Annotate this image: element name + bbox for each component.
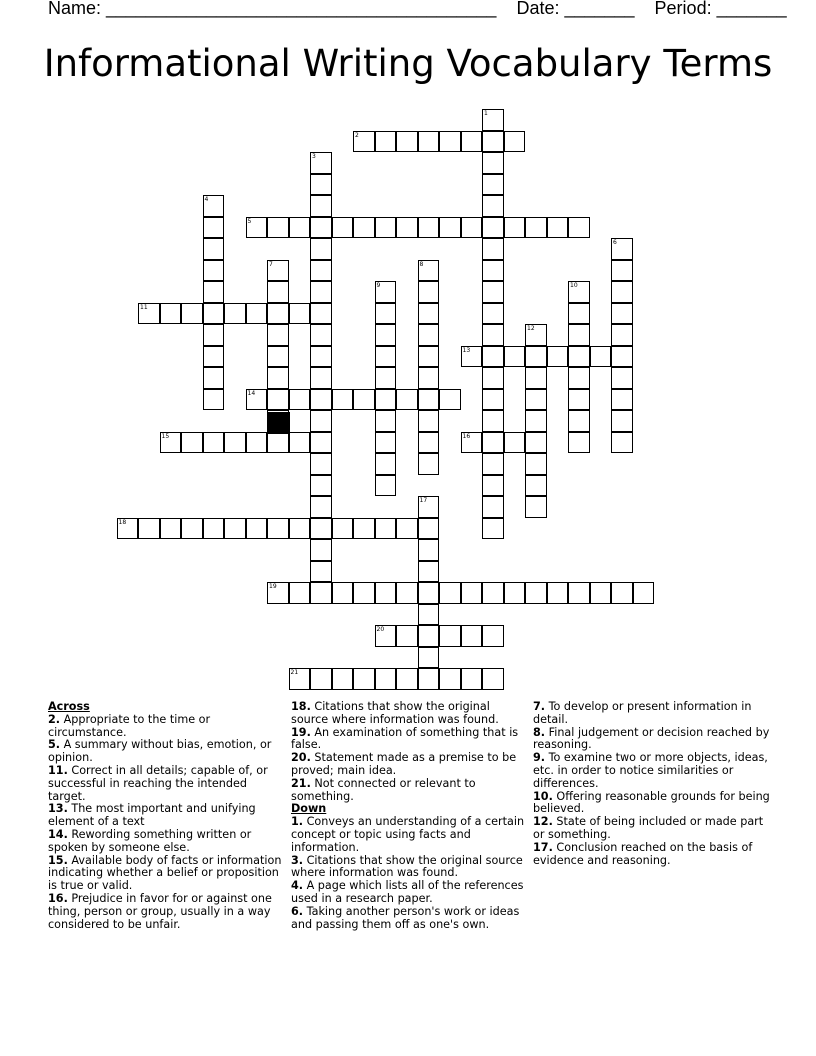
grid-cell[interactable] [310,195,332,217]
grid-cell[interactable] [439,582,461,604]
grid-cell[interactable] [504,432,526,454]
grid-cell[interactable] [203,518,225,540]
grid-cell[interactable] [482,496,504,518]
clue-text: Prejudice in favor for or against one thing, person or group, usually in a way considered to be unfair. [48,891,272,931]
grid-cell[interactable] [611,260,633,282]
grid-cell[interactable] [267,432,289,454]
grid-cell[interactable] [611,582,633,604]
grid-cell[interactable] [418,604,440,626]
clue-number: 13. [48,802,68,816]
grid-cell[interactable] [353,131,375,153]
clue-number: 12 [527,325,535,332]
grid-cell[interactable] [310,453,332,475]
grid-cell[interactable] [611,410,633,432]
grid-cell[interactable] [203,260,225,282]
grid-cell[interactable] [267,260,289,282]
grid-cell[interactable] [611,324,633,346]
grid-cell[interactable] [482,625,504,647]
grid-cell[interactable] [482,174,504,196]
grid-cell[interactable] [525,453,547,475]
grid-cell[interactable] [396,131,418,153]
clue-number: 14 [247,389,256,397]
grid-cell[interactable] [611,367,633,389]
grid-cell[interactable] [461,432,483,454]
clue [48,714,284,740]
grid-cell[interactable] [332,217,354,239]
grid-cell[interactable] [353,582,375,604]
grid-cell[interactable] [439,389,461,411]
grid-cell[interactable] [461,625,483,647]
grid-cell[interactable] [310,152,332,174]
clue-number: 6. [291,904,304,918]
grid-cell[interactable] [611,303,633,325]
grid-cell[interactable] [418,217,440,239]
grid-cell[interactable] [375,518,397,540]
grid-cell[interactable] [332,518,354,540]
grid-cell[interactable] [461,668,483,690]
grid-cell[interactable] [310,539,332,561]
grid-cell[interactable] [611,238,633,260]
clue-number: 12. [533,815,553,829]
grid-cell[interactable] [310,410,332,432]
clue [533,701,773,727]
grid-cell[interactable] [289,582,311,604]
clue-number: 18 [118,518,127,526]
grid-cell[interactable] [611,432,633,454]
grid-cell[interactable] [310,238,332,260]
clue-text: Conveys an understanding of a certain concept or topic using facts and information. [291,815,525,854]
grid-cell[interactable] [482,582,504,604]
grid-cell[interactable] [246,303,268,325]
grid-cell[interactable] [568,324,590,346]
clue-text: A summary without bias, emotion, or opinion. [48,738,272,765]
grid-cell[interactable] [461,217,483,239]
grid-cell[interactable] [310,260,332,282]
grid-cell[interactable] [310,475,332,497]
clue-number: 2. [48,712,61,726]
grid-cell[interactable] [482,453,504,475]
grid-cell[interactable] [568,217,590,239]
grid-cell[interactable] [418,453,440,475]
grid-cell[interactable] [547,346,569,368]
grid-cell[interactable] [611,346,633,368]
grid-cell[interactable] [482,238,504,260]
grid-cell[interactable] [461,346,483,368]
grid-cell[interactable] [375,346,397,368]
grid-cell[interactable] [246,432,268,454]
grid-cell[interactable] [289,668,311,690]
clue [291,778,527,804]
clue-text: Citations that show the original source where information was found. [291,700,499,726]
across-clue-list [48,714,284,932]
grid-cell[interactable] [267,518,289,540]
clue-number: 7. [533,700,546,713]
grid-cell[interactable] [310,281,332,303]
grid-cell[interactable] [181,303,203,325]
grid-cell[interactable] [590,346,612,368]
grid-cell[interactable] [310,174,332,196]
clues-column-2 [291,701,527,931]
down-heading: Down [291,802,327,816]
grid-cell[interactable] [396,217,418,239]
grid-cell[interactable] [568,281,590,303]
clue [48,765,284,803]
grid-cell[interactable] [375,367,397,389]
clue-number: 10. [533,789,553,803]
grid-cell[interactable] [525,582,547,604]
grid-cell[interactable] [310,432,332,454]
grid-cell[interactable] [181,432,203,454]
grid-cell[interactable] [310,582,332,604]
clue-number: 21 [290,669,299,676]
grid-cell[interactable] [525,475,547,497]
clue-number: 8 [419,260,424,268]
grid-cell[interactable] [375,668,397,690]
grid-cell[interactable] [310,324,332,346]
across-clue-list-continued [291,701,527,803]
grid-cell[interactable] [267,346,289,368]
clue-text: Citations that show the original source where information was found. [291,853,523,880]
grid-cell[interactable] [482,324,504,346]
clue [533,816,773,842]
grid-cell[interactable] [633,582,655,604]
grid-cell[interactable] [310,346,332,368]
clue-text: Offering reasonable grounds for being believed. [533,789,770,816]
grid-cell[interactable] [418,346,440,368]
grid-cell[interactable] [224,303,246,325]
grid-cell[interactable] [482,367,504,389]
grid-cell[interactable] [181,518,203,540]
grid-cell[interactable] [310,303,332,325]
clue-text: Correct in all details; capable of, or successful in reaching the intended target. [48,763,268,803]
clue-number: 17 [419,497,428,504]
grid-cell[interactable] [418,625,440,647]
grid-cell[interactable] [482,518,504,540]
clues-column-3 [533,701,773,867]
grid-cell[interactable] [203,346,225,368]
grid-cell[interactable] [267,324,289,346]
clue [291,752,527,778]
clue-text: An examination of something that is false. [291,725,519,752]
grid-cell[interactable] [482,217,504,239]
grid-cell[interactable] [160,303,182,325]
grid-cell[interactable] [439,131,461,153]
clue [48,803,284,829]
grid-cell[interactable] [310,518,332,540]
clue-text: The most important and unifying element of a text [48,802,256,829]
grid-cell[interactable] [267,303,289,325]
grid-cell[interactable] [418,582,440,604]
grid-cell[interactable] [203,281,225,303]
grid-cell[interactable] [418,539,440,561]
grid-cell[interactable] [375,625,397,647]
grid-cell[interactable] [375,453,397,475]
grid-cell[interactable] [418,303,440,325]
grid-cell[interactable] [418,496,440,518]
grid-cell[interactable] [203,238,225,260]
grid-cell[interactable] [418,260,440,282]
clue-number: 17. [533,840,553,854]
clue-number: 1 [484,110,488,117]
grid-cell[interactable] [310,389,332,411]
clue-number: 20 [376,626,385,633]
clue-number: 11 [140,303,148,311]
grid-cell[interactable] [203,324,225,346]
grid-cell[interactable] [418,432,440,454]
grid-cell[interactable] [568,410,590,432]
down-clue-list-continued [533,701,773,867]
grid-cell[interactable] [203,217,225,239]
grid-cell[interactable] [568,367,590,389]
grid-cell[interactable] [418,131,440,153]
clue-text: Appropriate to the time or circumstance. [48,712,211,739]
grid-cell[interactable] [375,582,397,604]
grid-cell[interactable] [332,582,354,604]
grid-cell[interactable] [117,518,139,540]
clue [291,906,527,932]
grid-cell[interactable] [525,367,547,389]
grid-cell[interactable] [525,324,547,346]
clue-number: 19. [291,725,311,739]
grid-cell[interactable] [525,496,547,518]
grid-cell[interactable] [267,217,289,239]
clue-number: 3. [291,853,304,867]
grid-cell[interactable] [418,389,440,411]
grid-cell[interactable] [568,582,590,604]
clue-text: Available body of facts or information indicating whether a belief or proposition is true or valid. [48,853,282,893]
clue [48,739,284,765]
grid-cell[interactable] [482,410,504,432]
grid-cell[interactable] [482,432,504,454]
grid-cell[interactable] [375,303,397,325]
grid-cell[interactable] [482,260,504,282]
grid-cell[interactable] [203,389,225,411]
grid-cell[interactable] [310,668,332,690]
grid-cell[interactable] [375,281,397,303]
grid-cell[interactable] [439,625,461,647]
grid-cell[interactable] [547,582,569,604]
grid-cell[interactable] [203,195,225,217]
grid-cell[interactable] [246,217,268,239]
grid-cell[interactable] [525,346,547,368]
grid-cell[interactable] [439,668,461,690]
grid-cell[interactable] [482,389,504,411]
grid-cell[interactable] [568,432,590,454]
clue-number: 5 [247,217,252,225]
clue [533,727,773,753]
grid-cell[interactable] [504,217,526,239]
clue-number: 19 [269,583,277,590]
black-square [268,412,290,434]
grid-cell[interactable] [203,432,225,454]
clue-text: Conclusion reached on the basis of evidence and reasoning. [533,840,753,867]
grid-cell[interactable] [482,475,504,497]
clue-number: 4 [204,196,209,203]
grid-cell[interactable] [289,217,311,239]
clue-number: 15 [161,432,170,440]
grid-cell[interactable] [138,518,160,540]
clue-number: 14. [48,827,68,841]
clue [533,842,773,868]
grid-cell[interactable] [353,668,375,690]
grid-cell[interactable] [375,432,397,454]
grid-cell[interactable] [418,518,440,540]
clue-number: 9 [376,282,381,289]
grid-cell[interactable] [267,367,289,389]
clue [291,701,527,727]
grid-cell[interactable] [246,518,268,540]
grid-cell[interactable] [138,303,160,325]
clue-number: 5. [48,738,61,752]
grid-cell[interactable] [482,152,504,174]
grid-cell[interactable] [396,518,418,540]
grid-cell[interactable] [482,346,504,368]
grid-cell[interactable] [224,432,246,454]
clue [291,816,527,854]
grid-cell[interactable] [224,518,246,540]
grid-cell[interactable] [418,647,440,669]
clue-text: To develop or present information in detail. [533,700,752,726]
grid-cell[interactable] [375,410,397,432]
grid-cell[interactable] [547,217,569,239]
grid-cell[interactable] [461,131,483,153]
clue-number: 9. [533,751,546,765]
grid-cell[interactable] [289,389,311,411]
clue-number: 20. [291,751,311,765]
clue-text: Rewording something written or spoken by someone else. [48,827,252,854]
clue-number: 16 [462,432,471,440]
clue-number: 7 [269,260,273,268]
clue [48,829,284,855]
grid-cell[interactable] [396,582,418,604]
grid-cell[interactable] [482,109,504,131]
clues-column-1 [48,701,284,931]
grid-cell[interactable] [611,389,633,411]
clue [291,880,527,906]
grid-cell[interactable] [375,389,397,411]
grid-cell[interactable] [525,217,547,239]
grid-cell[interactable] [418,281,440,303]
clue [291,727,527,753]
grid-cell[interactable] [439,217,461,239]
clue-number: 8. [533,725,546,739]
clue [533,791,773,817]
grid-cell[interactable] [482,131,504,153]
grid-cell[interactable] [353,518,375,540]
grid-cell[interactable] [525,389,547,411]
clue-text: State of being included or made part or something. [533,815,764,841]
clue-text: To examine two or more objects, ideas, etc. in order to notice similarities or differences. [533,751,768,790]
grid-cell[interactable] [310,496,332,518]
grid-cell[interactable] [375,217,397,239]
grid-cell[interactable] [504,582,526,604]
grid-cell[interactable] [482,303,504,325]
grid-cell[interactable] [267,389,289,411]
clue [48,893,284,931]
grid-cell[interactable] [289,432,311,454]
grid-cell[interactable] [289,518,311,540]
clue-number: 1. [291,815,304,829]
grid-cell[interactable] [504,131,526,153]
clue-number: 4. [291,879,304,893]
grid-cell[interactable] [310,217,332,239]
clue-number: 11. [48,763,68,777]
grid-cell[interactable] [461,582,483,604]
clue [291,855,527,881]
page-title: Informational Writing Vocabulary Terms [43,42,773,85]
clue-text: Statement made as a premise to be proved; main idea. [291,751,517,777]
grid-cell[interactable] [160,432,182,454]
header-fields: Name: _______________________________________ Date: _______ Period: _______ [48,0,787,18]
grid-cell[interactable] [418,410,440,432]
grid-cell[interactable] [568,303,590,325]
grid-cell[interactable] [310,561,332,583]
grid-cell[interactable] [289,303,311,325]
clue-text: A page which lists all of the references used in a research paper. [291,879,524,905]
clue-number: 13 [462,346,471,354]
clue-text: Taking another person's work or ideas and passing them off as one's own. [291,904,520,931]
grid-cell[interactable] [203,303,225,325]
clue-number: 6 [613,239,617,246]
grid-cell[interactable] [525,432,547,454]
grid-cell[interactable] [310,367,332,389]
grid-cell[interactable] [568,346,590,368]
clue [48,855,284,893]
grid-cell[interactable] [418,324,440,346]
grid-cell[interactable] [418,367,440,389]
grid-cell[interactable] [375,324,397,346]
clue-number: 21. [291,776,311,790]
grid-cell[interactable] [396,668,418,690]
grid-cell[interactable] [482,195,504,217]
clue-text: Not connected or relevant to something. [291,776,476,803]
grid-cell[interactable] [611,281,633,303]
grid-cell[interactable] [418,561,440,583]
grid-cell[interactable] [267,582,289,604]
grid-cell[interactable] [482,668,504,690]
clue-number: 2 [355,131,359,139]
grid-cell[interactable] [267,281,289,303]
grid-cell[interactable] [418,668,440,690]
grid-cell[interactable] [396,389,418,411]
down-clue-list [291,816,527,931]
clue-text: Final judgement or decision reached by reasoning. [533,725,770,752]
grid-cell[interactable] [203,367,225,389]
grid-cell[interactable] [482,281,504,303]
clue-number: 16. [48,891,68,905]
grid-cell[interactable] [332,668,354,690]
grid-cell[interactable] [375,131,397,153]
grid-cell[interactable] [332,389,354,411]
grid-cell[interactable] [353,217,375,239]
grid-cell[interactable] [375,475,397,497]
grid-cell[interactable] [396,625,418,647]
clue-number: 10 [570,282,578,289]
clue-number: 3 [312,153,316,160]
grid-cell[interactable] [568,389,590,411]
clue [533,752,773,790]
grid-cell[interactable] [525,410,547,432]
grid-cell[interactable] [160,518,182,540]
grid-cell[interactable] [353,389,375,411]
grid-cell[interactable] [590,582,612,604]
across-heading: Across [48,700,90,713]
clue-number: 15. [48,853,68,867]
clue-number: 18. [291,700,311,713]
grid-cell[interactable] [504,346,526,368]
grid-cell[interactable] [246,389,268,411]
